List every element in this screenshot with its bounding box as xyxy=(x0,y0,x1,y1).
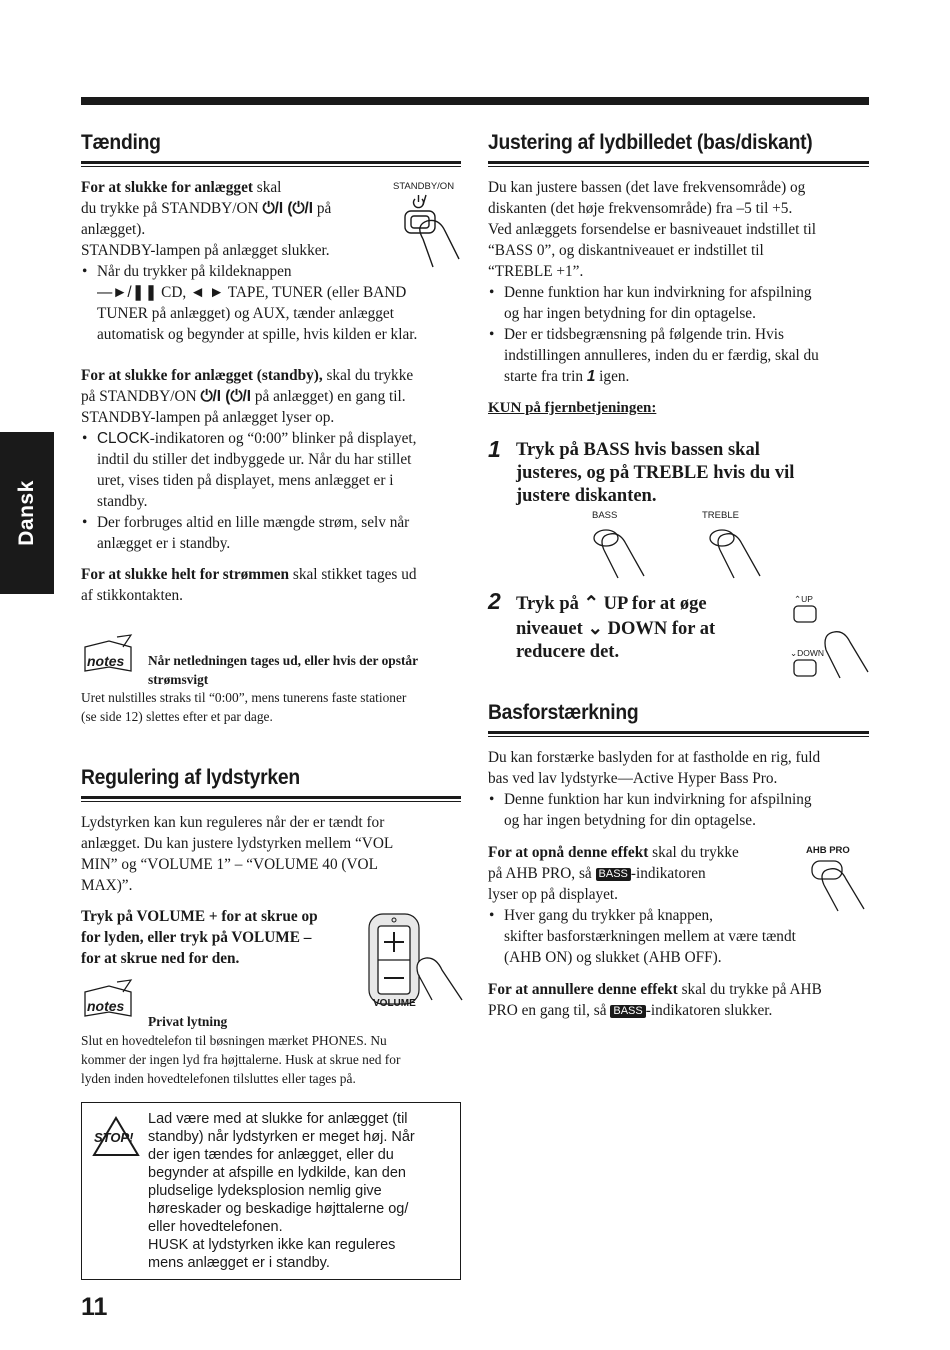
list-item: • Der forbruges altid en lille mængde strøm, selv når anlægget er i standby. xyxy=(97,512,461,554)
list-item: • Hver gang du trykker på knappen, skifter basforstærkningen mellem at være tændt (AHB ON) og slukket (AHB OFF). xyxy=(504,905,869,968)
warning-box xyxy=(81,1102,461,1280)
power-symbol-icon: ⏻/I (⏻/I xyxy=(200,388,251,405)
bass-body xyxy=(488,177,869,419)
list-item: • Når du trykker på kildeknappen —►/❚❚ CD, ◄ ► TAPE, TUNER (eller BAND TUNER på anlægget) og AUX, tænder anlægget automatisk og begynder at spille, hvis kilden er klar. xyxy=(97,261,461,345)
emph-text: For at slukke for anlægget xyxy=(81,179,253,196)
language-tab-label: Dansk xyxy=(15,480,38,546)
section-taending-header xyxy=(81,131,461,167)
notes-icon: notes xyxy=(81,633,143,673)
text-line: standby) når lydstyrken er meget høj. Når xyxy=(148,1129,415,1145)
section-title: Basforstærkning xyxy=(488,701,639,724)
top-rule xyxy=(81,97,869,105)
language-tab xyxy=(0,432,54,594)
bass-label: BASS xyxy=(592,510,618,521)
section-rule xyxy=(488,161,869,167)
text-line: pludselige lydeksplosion nemlig give xyxy=(148,1183,382,1199)
text-line: Lad være med at slukke for anlægget (til xyxy=(148,1111,408,1127)
section-rule xyxy=(81,796,461,802)
text-line: begynder at afspille en lydkilde, kan den xyxy=(148,1165,406,1181)
text-line: mens anlægget er i standby. xyxy=(148,1255,330,1271)
section-ahb-header xyxy=(488,701,869,737)
text-line: “BASS 0”, og diskantniveauet er indstillet til xyxy=(488,242,764,259)
step-number: 1 xyxy=(488,436,501,462)
stop-badge: STOP! xyxy=(94,1130,134,1145)
list-item: • Denne funktion har kun indvirkning for afspilning og har ingen betydning for din optagelse. xyxy=(504,789,869,831)
bass-indicator-badge: BASS xyxy=(596,868,631,881)
bass-button-illustration xyxy=(590,510,660,580)
note-body: Slut en hovedtelefon til bøsningen mærket PHONES. Nu kommer der ingen lyd fra højttalerne. Husk at skrue ned for lyden inden hovedtelefonen tilsluttes eller tages på. xyxy=(81,1033,401,1086)
chevron-up-icon: ⌃ xyxy=(583,592,600,613)
up-down-button-illustration xyxy=(790,592,870,682)
notes-icon: notes xyxy=(81,978,143,1018)
ahb-pro-label: AHB PRO xyxy=(806,845,850,856)
text-line: høreskader og beskadige højttalerne og/ xyxy=(148,1201,409,1217)
text-line: Du kan justere bassen (det lave frekvensområde) og xyxy=(488,179,806,196)
chevron-down-icon: ⌄ xyxy=(587,617,603,638)
section-volume-header xyxy=(81,766,461,802)
text-line: Ved anlæggets forsendelse er basniveauet indstillet til xyxy=(488,221,816,238)
text-line: der igen tændes for anlægget, eller du xyxy=(148,1147,394,1163)
section-title: Regulering af lydstyrken xyxy=(81,766,300,789)
ahb-body: Du kan forstærke baslyden for at fastholde en rig, fuld bas ved lav lydstyrke—Active Hyper Bass Pro. • Denne funktion har kun indvirkning for afspilning og har ingen betydning for din optagelse. For at opnå denne effekt skal du trykke på AHB PRO, så BASS -indikatoren lyser op på displayet. • Hver gang du trykker på knappen, skifter basforstærkningen mellem at være tændt (AHB ON) og slukket (AHB OFF). For at annullere denne effekt skal du trykke på AHB PRO en gang til, så BASS -indikatoren slukker. xyxy=(488,747,869,1021)
down-label: ⌄DOWN xyxy=(790,648,825,658)
step-number: 2 xyxy=(488,588,501,614)
list-item: • Denne funktion har kun indvirkning for afspilning og har ingen betydning for din optagelse. xyxy=(504,282,869,324)
volume-label: VOLUME xyxy=(373,998,416,1009)
note-title: Privat lytning xyxy=(148,1014,228,1029)
section-bass-header xyxy=(488,131,869,167)
bass-indicator-badge: BASS xyxy=(610,1005,645,1018)
play-pause-icon: —►/❚❚ xyxy=(97,284,158,301)
volume-button-illustration xyxy=(366,912,466,1012)
text-line: HUSK at lydstyrken ikke kan reguleres xyxy=(148,1237,396,1253)
text-line: diskanten (det høje frekvensområde) fra –5 til +5. xyxy=(488,200,793,217)
page-number: 11 xyxy=(81,1293,108,1321)
up-label: ⌃UP xyxy=(794,594,813,604)
text-line: eller hovedtelefonen. xyxy=(148,1219,283,1235)
step-2-text: Tryk på ⌃ UP for at øge niveauet ⌄ DOWN for at reducere det. xyxy=(516,592,716,662)
standby-button-label: STANDBY/ON xyxy=(393,181,455,192)
treble-label: TREBLE xyxy=(702,510,739,521)
list-item: • CLOCK-indikatoren og “0:00” blinker på displayet, indtil du stiller det indbyggede ur. Når du har stillet uret, vises tiden på displayet, mens anlægget er i standby. xyxy=(97,428,461,512)
warning-text xyxy=(148,1110,448,1272)
note-title: Når netledningen tages ud, eller hvis der opstår strømsvigt xyxy=(148,653,419,687)
section-title: Justering af lydbilledet (bas/diskant) xyxy=(488,131,813,154)
list-item: • Der er tidsbegrænsning på følgende trin. Hvis indstillingen annulleres, inden du er færdig, skal du starte fra trin 1 igen. xyxy=(504,324,869,387)
text-line: “TREBLE +1”. xyxy=(488,263,584,280)
section-rule xyxy=(81,161,461,167)
step-1-text: Tryk på BASS hvis bassen skal justeres, og på TREBLE hvis du vil justere diskanten. xyxy=(516,440,795,506)
ahb-pro-button-illustration xyxy=(806,845,870,915)
treble-button-illustration xyxy=(702,510,772,580)
taending-body: For at slukke for anlægget skal du trykke på STANDBY/ON ⏻/I (⏻/I på anlægget). STANDBY-lampen på anlægget slukker. • Når du trykker på kildeknappen —►/❚❚ CD, ◄ ► TAPE, TUNER (eller BAND TUNER på anlægget) og AUX, tænder anlægget automatisk og begynder at spille, hvis kilden er klar. For at slukke for anlægget (standby), skal du trykke på STANDBY/ON ⏻/I (⏻/I på anlægget) en gang til. STANDBY-lampen på anlægget lyser op. • CLOCK-indikatoren og “0:00” blinker på displayet, indtil du stiller det indbyggede ur. Når du har stillet uret, vises tiden på displayet, mens anlægget er i standby. • Der forbruges altid en lille mængde strøm, selv når anlægget er i standby. For at slukke helt for strømmen skal stikket tages ud af stikkontakten. xyxy=(81,177,461,606)
note-body: Uret nulstilles straks til “0:00”, mens tunerens faste stationer (se side 12) slettes efter et par dage. xyxy=(81,690,407,724)
power-symbol-icon: ⏻/I (⏻/I xyxy=(262,200,314,217)
remote-only-label: KUN på fjernbetjeningen: xyxy=(488,400,657,416)
volume-body: Lydstyrken kan kun reguleres når der er tændt for anlægget. Du kan justere lydstyrken mellem “VOL MIN” og “VOLUME 1” – “VOLUME 40 (VOL MAX)”. Tryk på VOLUME + for at skrue op for lyden, eller tryk på VOLUME – for at skrue ned for den. xyxy=(81,814,394,967)
section-rule xyxy=(488,731,869,737)
section-title: Tænding xyxy=(81,131,161,154)
